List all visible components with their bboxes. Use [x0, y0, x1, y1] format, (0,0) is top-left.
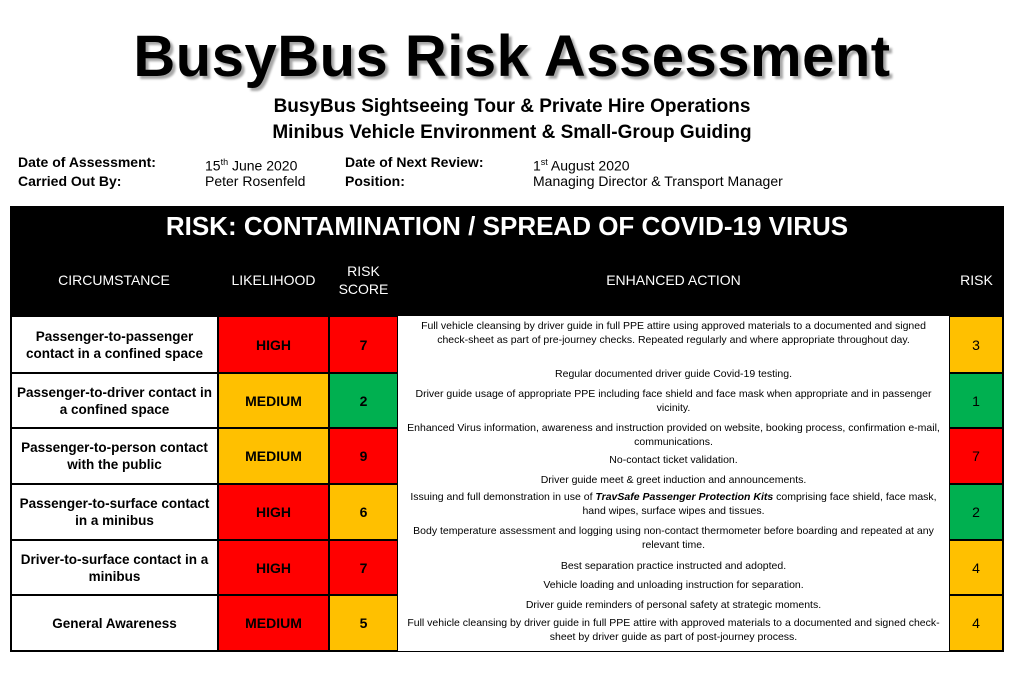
action-item: Vehicle loading and unloading instruction for separation.: [543, 579, 804, 591]
row6-score: 5: [329, 595, 398, 651]
row4-risk: 2: [949, 484, 1003, 540]
row5-risk: 4: [949, 540, 1003, 595]
carried-out-by-value: Peter Rosenfeld: [205, 173, 306, 189]
row1-likelihood: HIGH: [218, 316, 329, 373]
carried-out-by-label: Carried Out By:: [18, 173, 122, 189]
action-item: Body temperature assessment and logging using non-contact thermometer before boarding and repeated at any relevant time.: [413, 525, 934, 551]
risk-title: RISK: CONTAMINATION / SPREAD OF COVID-19 VIRUS: [165, 211, 849, 241]
row6-risk: 4: [949, 595, 1003, 651]
row2-likelihood: MEDIUM: [218, 373, 329, 428]
row3-risk: 7: [949, 428, 1003, 484]
row3-circumstance: Passenger-to-person contact with the public: [11, 428, 218, 484]
action-item: No-contact ticket validation.: [609, 454, 738, 466]
action-item: Best separation practice instructed and adopted.: [560, 560, 787, 572]
row5-likelihood: HIGH: [218, 540, 329, 595]
date-of-assessment-label: Date of Assessment:: [18, 154, 156, 170]
row6-likelihood: MEDIUM: [218, 595, 329, 651]
col-enhanced-action: ENHANCED ACTION: [606, 272, 741, 288]
action-item: Driver guide usage of appropriate PPE including face shield and face mask when appropriate and in passenger vicinity.: [415, 388, 932, 414]
row1-circumstance: Passenger-to-passenger contact in a confined space: [11, 316, 218, 373]
position-label: Position:: [345, 173, 405, 189]
action-item: Full vehicle cleansing by driver guide in full PPE attire using approved materials to a documented and signed check-sheet as part of pre-journey checks. Repeated regularly and where appropriate throughout day.: [421, 320, 926, 346]
date-of-assessment-value: 15th June 2020: [205, 157, 298, 174]
subtitle-environment: Minibus Vehicle Environment & Small-Group Guiding: [272, 122, 752, 143]
col-risk: RISK: [960, 272, 993, 288]
row5-circumstance: Driver-to-surface contact in a minibus: [11, 540, 218, 595]
row1-score: 7: [329, 316, 398, 373]
position-value: Managing Director & Transport Manager: [533, 173, 783, 189]
risk-table: [10, 206, 1004, 652]
row4-likelihood: HIGH: [218, 484, 329, 540]
action-item: Driver guide meet & greet induction and announcements.: [540, 474, 807, 486]
col-risk-score: RISK SCORE: [338, 263, 389, 297]
enhanced-action-list: [398, 316, 949, 651]
subtitle-operations: BusyBus Sightseeing Tour & Private Hire Operations: [273, 96, 751, 117]
row4-score: 6: [329, 484, 398, 540]
row3-score: 9: [329, 428, 398, 484]
row2-risk: 1: [949, 373, 1003, 428]
next-review-label: Date of Next Review:: [345, 154, 484, 170]
action-item: Full vehicle cleansing by driver guide in full PPE attire with approved materials to a documented and signed check-sheet by driver guide as part of post-journey process.: [407, 617, 940, 643]
row6-circumstance: General Awareness: [11, 595, 218, 651]
row2-circumstance: Passenger-to-driver contact in a confined space: [11, 373, 218, 428]
next-review-value: 1st August 2020: [533, 157, 630, 174]
action-item: Regular documented driver guide Covid-19 testing.: [555, 368, 792, 380]
row2-score: 2: [329, 373, 398, 428]
row3-likelihood: MEDIUM: [218, 428, 329, 484]
row5-score: 7: [329, 540, 398, 595]
action-item: Enhanced Virus information, awareness and instruction provided on website, booking process, confirmation e-mail, communications.: [407, 422, 940, 448]
action-item: Issuing and full demonstration in use of TravSafe Passenger Protection Kits comprising face shield, face mask, hand wipes, surface wipes and tissues.: [410, 491, 937, 517]
action-item: Driver guide reminders of personal safety at strategic moments.: [525, 599, 822, 611]
page-title: BusyBus Risk Assessment: [133, 24, 891, 89]
col-likelihood: LIKELIHOOD: [231, 272, 316, 288]
row4-circumstance: Passenger-to-surface contact in a minibus: [11, 484, 218, 540]
col-circumstance: CIRCUMSTANCE: [58, 272, 170, 288]
row1-risk: 3: [949, 316, 1003, 373]
